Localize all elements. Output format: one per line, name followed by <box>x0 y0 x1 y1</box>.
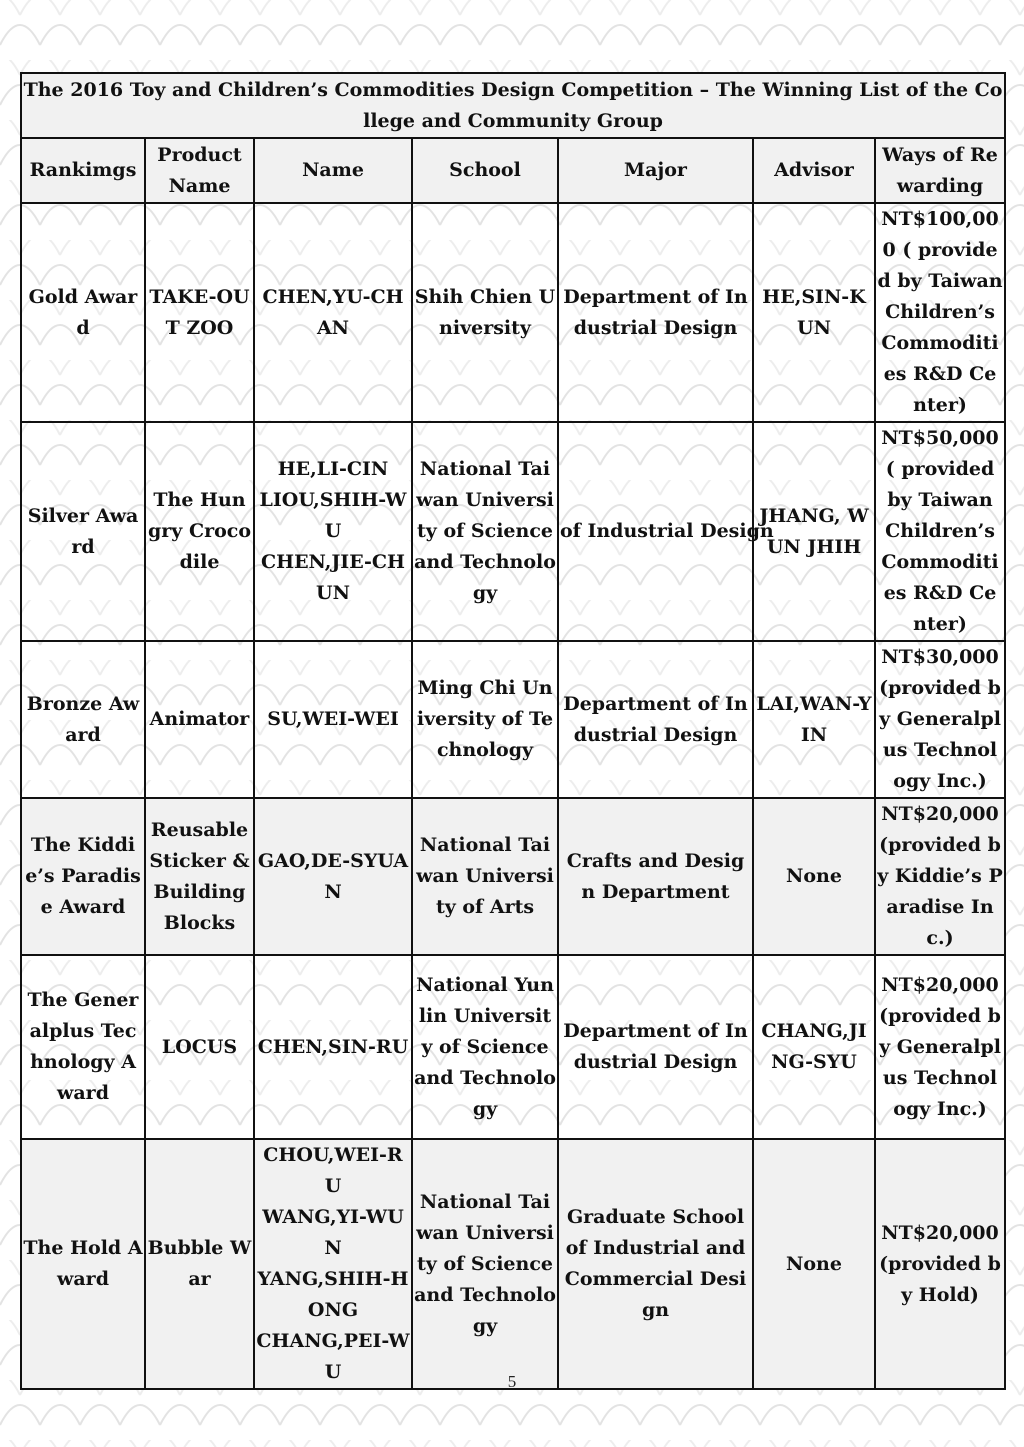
header-name: Name <box>254 138 412 203</box>
page-number: 5 <box>507 1372 517 1391</box>
cell-school: National Yunlin University of Science and Technology <box>412 955 558 1139</box>
team-member-name: SU,WEI-WEI <box>267 708 399 730</box>
table-row <box>21 955 1005 1139</box>
table-row <box>21 1139 1005 1389</box>
header-major: Major <box>558 138 753 203</box>
cell-major: Department of Industrial Design <box>558 955 753 1139</box>
cell-advisor: JHANG, WUN JHIH <box>753 422 875 641</box>
cell-names <box>254 641 412 798</box>
cell-product: TAKE-OUT ZOO <box>145 203 254 422</box>
cell-names <box>254 955 412 1139</box>
cell-ranking: Silver Award <box>21 422 145 641</box>
header-ranking: Rankimgs <box>21 138 145 203</box>
cell-ranking: The Hold Award <box>21 1139 145 1389</box>
cell-major: of Industrial Design <box>558 422 753 641</box>
team-member-name: WANG,YI-WUN <box>262 1206 404 1259</box>
cell-advisor: None <box>753 1139 875 1389</box>
cell-ranking: The Generalplus Technology Award <box>21 955 145 1139</box>
cell-school: Ming Chi University of Technology <box>412 641 558 798</box>
cell-reward: NT$20,000 (provided by Kiddie’s Paradise Inc.) <box>875 798 1005 955</box>
cell-advisor: None <box>753 798 875 955</box>
team-member-name: YANG,SHIH-HONG <box>257 1268 409 1321</box>
header-school: School <box>412 138 558 203</box>
cell-advisor: LAI,WAN-YIN <box>753 641 875 798</box>
cell-major: Crafts and Design Department <box>558 798 753 955</box>
table-header-row <box>21 138 1005 203</box>
cell-school: National Taiwan University of Arts <box>412 798 558 955</box>
cell-ranking: Bronze Award <box>21 641 145 798</box>
cell-reward: NT$20,000 (provided by Hold) <box>875 1139 1005 1389</box>
header-advisor: Advisor <box>753 138 875 203</box>
cell-school: Shih Chien University <box>412 203 558 422</box>
team-member-name: LIOU,SHIH-WU <box>259 489 407 542</box>
team-member-name: CHEN,JIE-CHUN <box>261 551 405 604</box>
table-row <box>21 203 1005 422</box>
cell-names <box>254 798 412 955</box>
cell-advisor: HE,SIN-KUN <box>753 203 875 422</box>
cell-reward: NT$30,000 (provided by Generalplus Technology Inc.) <box>875 641 1005 798</box>
cell-names <box>254 203 412 422</box>
cell-names <box>254 1139 412 1389</box>
cell-school: National Taiwan University of Science and Technology <box>412 422 558 641</box>
cell-advisor: CHANG,JING-SYU <box>753 955 875 1139</box>
table-title-row <box>21 73 1005 138</box>
cell-major: Department of Industrial Design <box>558 641 753 798</box>
cell-reward: NT$50,000 ( provided by Taiwan Children’s Commodities R&D Center) <box>875 422 1005 641</box>
cell-product: LOCUS <box>145 955 254 1139</box>
cell-reward: NT$100,000 ( provided by Taiwan Children’s Commodities R&D Center) <box>875 203 1005 422</box>
header-product-name: Product Name <box>145 138 254 203</box>
team-member-name: CHOU,WEI-RU <box>263 1144 403 1197</box>
table-row <box>21 798 1005 955</box>
team-member-name: CHEN,YU-CHAN <box>262 285 404 339</box>
cell-school: National Taiwan University of Science and Technology <box>412 1139 558 1389</box>
table-row <box>21 641 1005 798</box>
team-member-name: CHEN,SIN-RU <box>257 1035 409 1058</box>
cell-product: The Hungry Crocodile <box>145 422 254 641</box>
cell-major: Department of Industrial Design <box>558 203 753 422</box>
cell-major: Graduate School of Industrial and Commercial Design <box>558 1139 753 1389</box>
cell-product: Bubble War <box>145 1139 254 1389</box>
winners-table <box>20 72 1006 1390</box>
table-row <box>21 422 1005 641</box>
team-member-name: CHANG,PEI-WU <box>256 1330 410 1383</box>
cell-ranking: The Kiddie’s Paradise Award <box>21 798 145 955</box>
cell-ranking: Gold Award <box>21 203 145 422</box>
cell-product: Animator <box>145 641 254 798</box>
cell-names <box>254 422 412 641</box>
cell-product: Reusable Sticker & Building Blocks <box>145 798 254 955</box>
team-member-name: HE,LI-CIN <box>277 458 389 480</box>
table-title: The 2016 Toy and Children’s Commodities Design Competition – The Winning List of the College and Community Group <box>21 73 1005 138</box>
team-member-name: GAO,DE-SYUAN <box>257 849 409 903</box>
cell-reward: NT$20,000 (provided by Generalplus Technology Inc.) <box>875 955 1005 1139</box>
header-reward: Ways of Rewarding <box>875 138 1005 203</box>
